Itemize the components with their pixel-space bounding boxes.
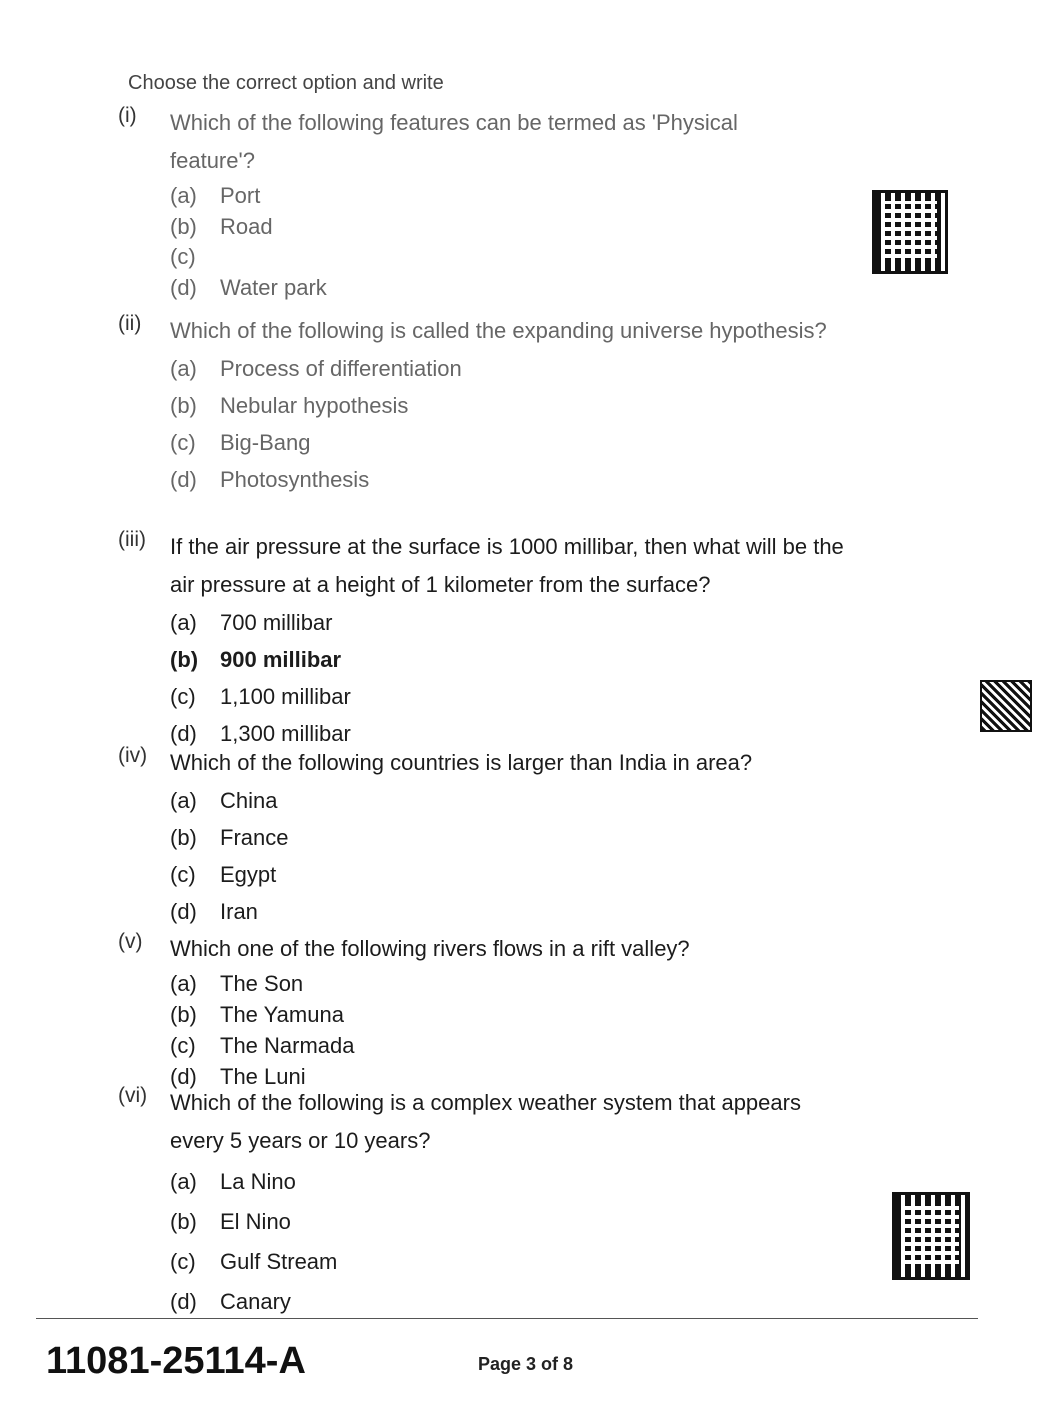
option: (d) The Luni (170, 1063, 306, 1089)
option-list (170, 180, 858, 303)
question-text: Which one of the following rivers flows in a rift valley? (170, 936, 690, 961)
option: (c) Gulf Stream (170, 1249, 338, 1274)
question-number: (ii) (118, 312, 142, 335)
option: (a) 700 millibar (170, 609, 333, 635)
option-list (170, 968, 858, 1092)
question-1 (118, 104, 858, 303)
option: (c) (170, 244, 196, 269)
option: (c) Egypt (170, 861, 277, 887)
question-6 (118, 1084, 858, 1322)
option: (d) 1,300 millibar (170, 720, 351, 746)
paper-code: 11081-25114-A (46, 1340, 306, 1382)
option: (a) Process of differentiation (170, 355, 462, 381)
option: (a) China (170, 787, 278, 813)
question-3 (118, 528, 858, 752)
question-number: (iii) (118, 528, 146, 551)
question-text: If the air pressure at the surface is 1000 millibar, then what will be the air pressure at a height of 1 kilometer from the surface? (170, 534, 844, 597)
option: (b) 900 millibar (170, 646, 342, 672)
question-2 (118, 312, 858, 498)
page-number: Page 3 of 8 (478, 1354, 574, 1374)
qr-code-icon (980, 680, 1032, 732)
qr-code-icon (892, 1192, 970, 1280)
option: (a) Port (170, 182, 261, 208)
option: (c) 1,100 millibar (170, 683, 351, 709)
option: (a) The Son (170, 970, 304, 996)
option: (d) Water park (170, 274, 327, 300)
question-number: (i) (118, 104, 137, 127)
option: (b) Nebular hypothesis (170, 392, 409, 418)
option: (b) The Yamuna (170, 1001, 344, 1027)
option: (c) Big-Bang (170, 429, 311, 455)
option: (b) France (170, 824, 289, 850)
option-list (170, 604, 858, 752)
option: (d) Photosynthesis (170, 466, 370, 492)
instruction-text: Choose the correct option and write (128, 72, 444, 94)
option: (c) The Narmada (170, 1032, 355, 1058)
option-list (170, 1162, 858, 1322)
question-number: (iv) (118, 744, 148, 767)
option: (d) Canary (170, 1289, 291, 1314)
option: (d) Iran (170, 898, 258, 924)
option-list (170, 782, 858, 930)
option: (a) La Nino (170, 1169, 296, 1194)
question-text: Which of the following is called the expanding universe hypothesis? (170, 318, 827, 343)
question-text: Which of the following is a complex weather system that appears every 5 years or 10 years? (170, 1090, 801, 1153)
option-list (170, 350, 858, 498)
question-number: (v) (118, 930, 143, 953)
question-4 (118, 744, 858, 930)
footer-divider (36, 1318, 978, 1319)
option: (b) Road (170, 213, 273, 239)
question-5 (118, 930, 858, 1092)
question-text: Which of the following features can be termed as 'Physical feature'? (170, 110, 738, 173)
question-text: Which of the following countries is larger than India in area? (170, 750, 753, 775)
option: (b) El Nino (170, 1209, 291, 1234)
question-number: (vi) (118, 1084, 148, 1107)
qr-code-icon (872, 190, 948, 274)
